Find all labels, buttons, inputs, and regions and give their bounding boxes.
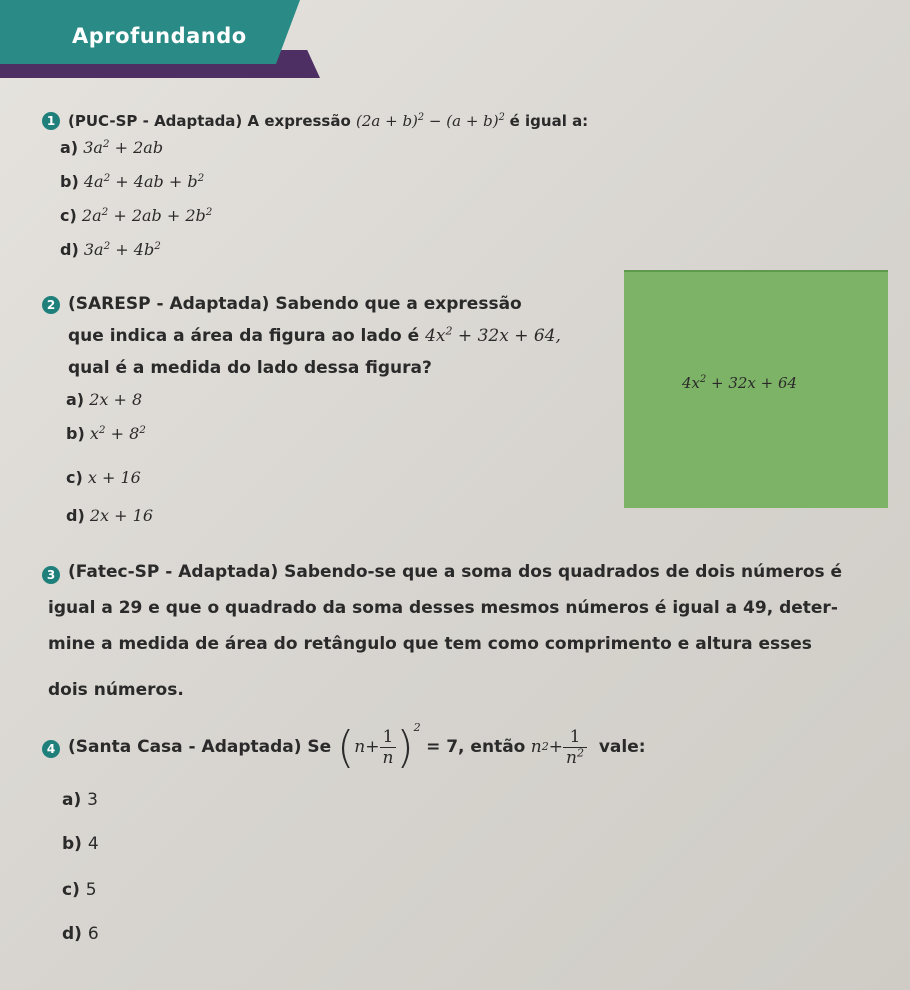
q2-option-b[interactable]: b) $x^2 + 8^2$ [66, 423, 146, 443]
q2-option-d[interactable]: d) 2x + 16 [66, 506, 153, 525]
question-4-tail: vale: [598, 737, 646, 757]
q4-option-b[interactable]: b) 4 [62, 834, 99, 854]
question-3-number: 3 [42, 566, 60, 584]
question-2-number: 2 [42, 296, 60, 314]
question-3-line-3: mine a medida de área do retângulo que tem como comprimento e altura esses [48, 634, 812, 654]
question-4-statement [68, 712, 646, 782]
question-4-expression: ( n + $\frac{1}{n}$ ) 2 = 7, então n 2 + $\frac{1}{n^2}$ [337, 722, 587, 773]
question-1-statement [68, 112, 588, 130]
question-3-line-4: dois números. [48, 680, 184, 700]
q1-option-c[interactable]: c) $2a^2 + 2ab + 2b^2$ [60, 205, 213, 225]
q1-option-d[interactable]: d) $3a^2 + 4b^2$ [60, 239, 161, 259]
section-title: Aprofundando [72, 24, 247, 48]
question-1-expression: $(2a + b)^2 - (a + b)^2$ [356, 112, 505, 130]
question-1-tail: é igual a: [509, 112, 589, 130]
q4-option-c[interactable]: c) 5 [62, 880, 97, 900]
q4-option-d[interactable]: d) 6 [62, 924, 99, 944]
q1-option-a[interactable]: a) $3a^2 + 2ab$ [60, 137, 164, 157]
question-3-line-1: (Fatec-SP - Adaptada) Sabendo-se que a soma dos quadrados de dois números é [68, 562, 843, 582]
question-4-number: 4 [42, 740, 60, 758]
question-4-source: (Santa Casa - Adaptada) Se [68, 737, 332, 757]
question-2-line-3: qual é a medida do lado dessa figura? [68, 358, 432, 378]
question-3-line-2: igual a 29 e que o quadrado da soma desses mesmos números é igual a 49, deter- [48, 598, 838, 618]
q2-option-a[interactable]: a) 2x + 8 [66, 390, 143, 409]
question-1-number: 1 [42, 112, 60, 130]
q4-option-a[interactable]: a) 3 [62, 790, 98, 810]
question-2-line-1: (SARESP - Adaptada) Sabendo que a expressão [68, 294, 522, 314]
question-2-line-2: que indica a área da figura ao lado é $4x^2 + 32x + 64$, [68, 324, 561, 346]
q1-option-b[interactable]: b) $4a^2 + 4ab + b^2$ [60, 171, 205, 191]
question-1-source: (PUC-SP - Adaptada) A expressão [68, 112, 351, 130]
q2-option-c[interactable]: c) x + 16 [66, 468, 141, 487]
square-area-label: $4x^2 + 32x + 64$ [682, 374, 798, 392]
